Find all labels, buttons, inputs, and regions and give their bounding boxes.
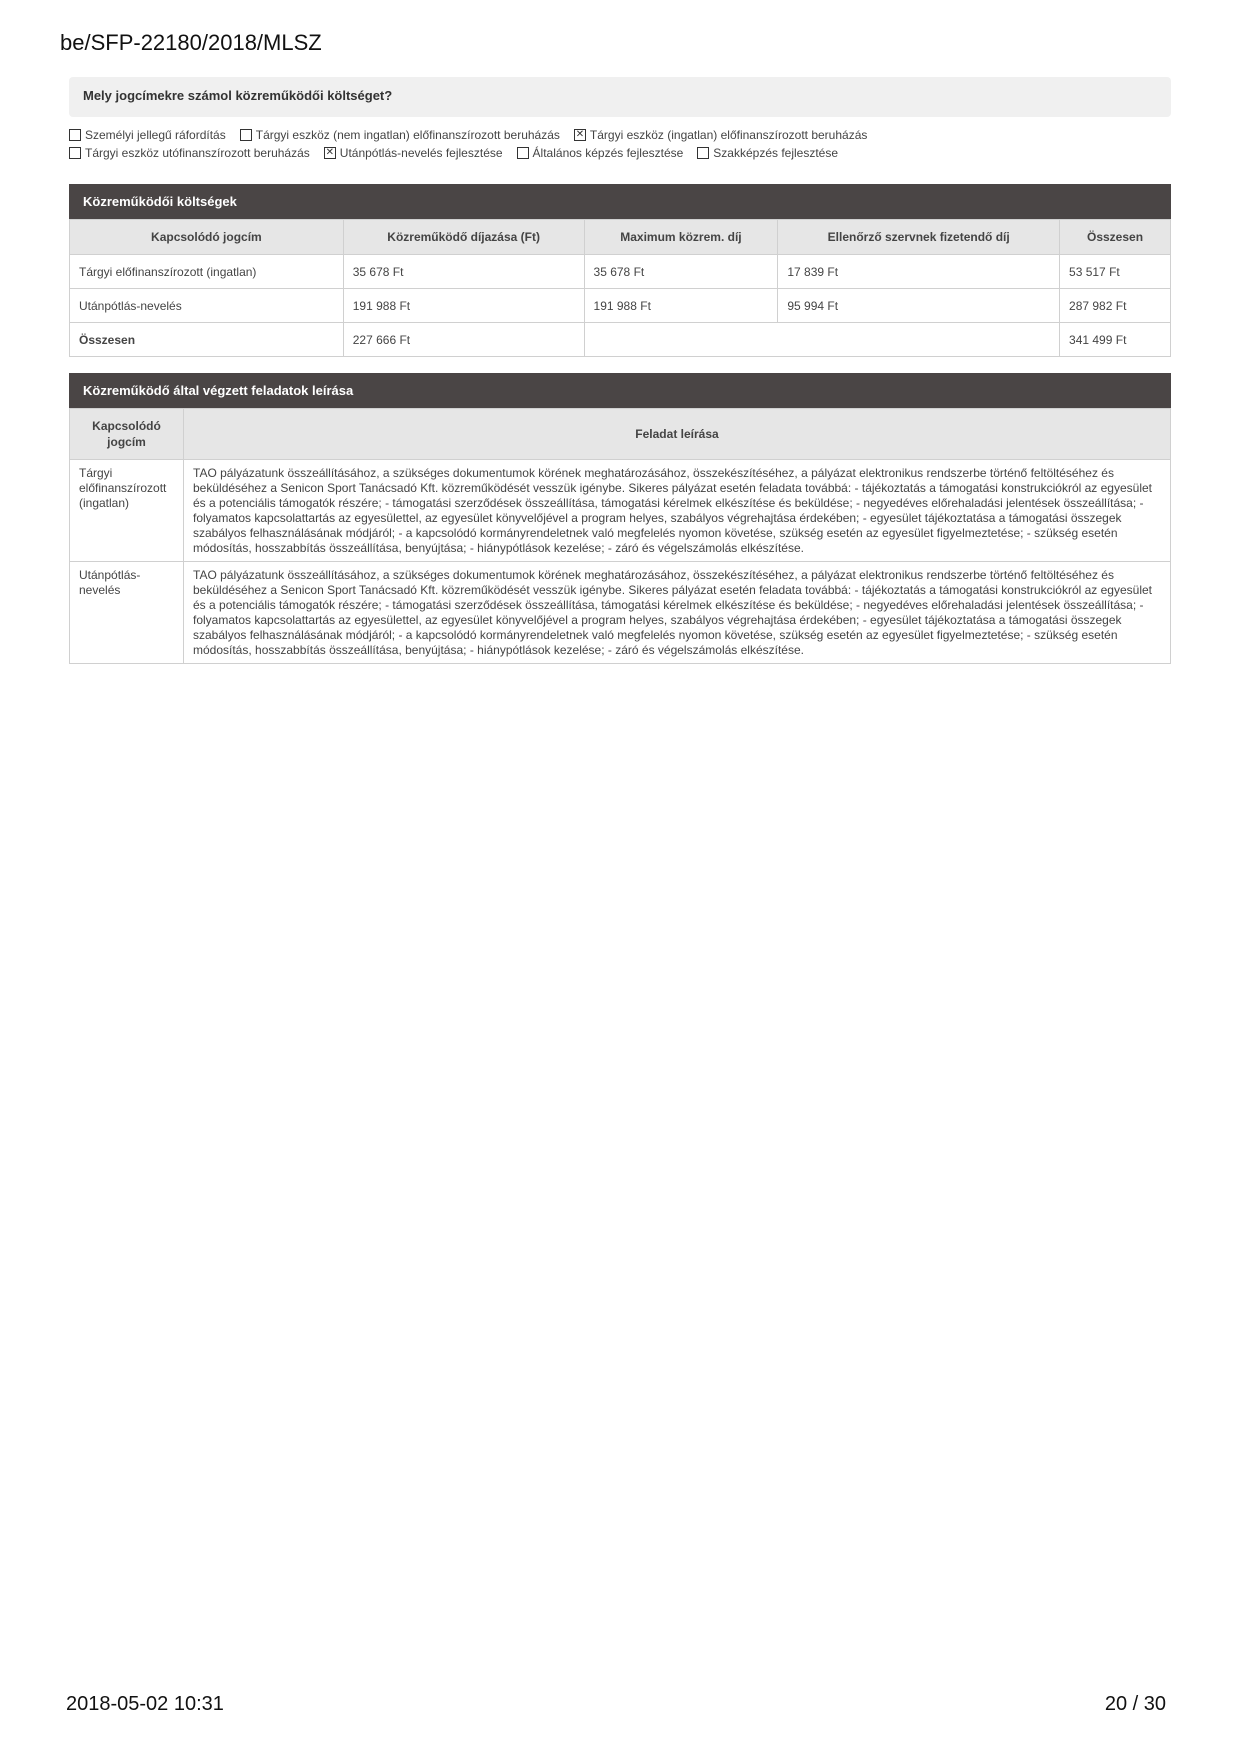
checkbox-label: Általános képzés fejlesztése [532, 146, 684, 160]
cell-category: Tárgyi előfinanszírozott (ingatlan) [70, 255, 344, 289]
total-fee: 227 666 Ft [343, 323, 584, 357]
checkbox-option[interactable] [697, 144, 838, 162]
checkbox[interactable] [517, 147, 529, 159]
cell-control-fee: 95 994 Ft [778, 289, 1060, 323]
checkbox-label: Tárgyi eszköz utófinanszírozott beruházás [85, 146, 310, 160]
column-header: Kapcsolódó jogcím [70, 220, 344, 255]
column-header: Összesen [1060, 220, 1171, 255]
checkbox-option[interactable] [517, 144, 684, 162]
tasks-table [69, 408, 1171, 664]
cell-description: TAO pályázatunk összeállításához, a szükséges dokumentumok körének meghatározásához, összekészítéséhez, a pályázat elektronikus rendszerbe történő feltöltéséhez és beküldéséhez a Senicon Sport Tanácsadó Kft. közreműködését vesszük igénybe. Sikeres pályázat esetén feladata továbbá: - tájékoztatás a támogatási konstrukciókról az egyesület és a potenciális támogatók részére; - támogatási szerződések összeállítása, támogatási kérelmek elkészítése és beküldése; - negyedéves előrehaladási jelentések összeállítása; - folyamatos kapcsolattartás az egyesülettel, az egyesület könyvelőjével a program helyes, szabályos végrehajtása érdekében; - egyesület tájékoztatása a támogatási összegek szabályos felhasználásának módjáról; - a kapcsolódó kormányrendeletnek való megfelelés nyomon követése, szükség esetén az egyesület figyelmeztetése; - szükség esetén módosítás, hosszabbítás összeállítása, benyújtása; - hiánypótlások kezelése; - záró és végelszámolás elkészítése. [184, 562, 1171, 664]
column-header: Maximum közrem. díj [584, 220, 778, 255]
checkbox[interactable] [69, 147, 81, 159]
checkbox-option[interactable] [69, 144, 310, 162]
cell-description: TAO pályázatunk összeállításához, a szükséges dokumentumok körének meghatározásához, összekészítéséhez, a pályázat elektronikus rendszerbe történő feltöltéséhez és beküldéséhez a Senicon Sport Tanácsadó Kft. közreműködését vesszük igénybe. Sikeres pályázat esetén feladata továbbá: - tájékoztatás a támogatási konstrukciókról az egyesület és a potenciális támogatók részére; - támogatási szerződések összeállítása, támogatási kérelmek elkészítése és beküldése; - negyedéves előrehaladási jelentések összeállítása; - folyamatos kapcsolattartás az egyesülettel, az egyesület könyvelőjével a program helyes, szabályos végrehajtása érdekében; - egyesület tájékoztatása a támogatási összegek szabályos felhasználásának módjáról; - a kapcsolódó kormányrendeletnek való megfelelés nyomon követése, szükség esetén az egyesület figyelmeztetése; - szükség esetén módosítás, hosszabbítás összeállítása, benyújtása; - hiánypótlások kezelése; - záró és végelszámolás elkészítése. [184, 460, 1171, 562]
cell-fee: 35 678 Ft [343, 255, 584, 289]
empty-cell [584, 323, 1060, 357]
table-header-row [70, 409, 1171, 460]
cell-category: Tárgyi előfinanszírozott (ingatlan) [70, 460, 184, 562]
checkbox-checked[interactable]: ✕ [575, 129, 585, 140]
checkbox[interactable] [240, 129, 252, 141]
checkbox[interactable] [69, 129, 81, 141]
total-label: Összesen [70, 323, 344, 357]
document-id: be/SFP-22180/2018/MLSZ [60, 30, 322, 55]
tasks-section [69, 373, 1171, 664]
column-header: Közreműködő díjazása (Ft) [343, 220, 584, 255]
checkbox-label: Tárgyi eszköz (nem ingatlan) előfinanszírozott beruházás [255, 128, 560, 142]
checkbox-option[interactable] [324, 144, 503, 162]
page-number: 20 / 30 [1104, 1693, 1166, 1715]
checkbox-label: Szakképzés fejlesztése [713, 146, 839, 160]
table-row [70, 289, 1171, 323]
checkbox-row [69, 144, 1171, 162]
costs-section [69, 184, 1171, 357]
checkbox-option[interactable] [574, 126, 867, 144]
cell-max-fee: 35 678 Ft [584, 255, 778, 289]
checkbox[interactable] [697, 147, 709, 159]
column-header: Kapcsolódó jogcím [70, 409, 184, 460]
checkbox-group [69, 126, 1171, 162]
table-header-row [70, 220, 1171, 255]
column-header: Feladat leírása [184, 409, 1171, 460]
checkbox-label: Személyi jellegű ráfordítás [85, 128, 226, 142]
column-header: Ellenőrző szervnek fizetendő díj [778, 220, 1060, 255]
table-row [70, 255, 1171, 289]
table-row [70, 460, 1171, 562]
total-sum: 341 499 Ft [1060, 323, 1171, 357]
checkbox-option[interactable] [69, 126, 226, 144]
cell-control-fee: 17 839 Ft [778, 255, 1060, 289]
cell-category: Utánpótlás-nevelés [70, 289, 344, 323]
total-row [70, 323, 1171, 357]
cell-total: 53 517 Ft [1060, 255, 1171, 289]
table-row [70, 562, 1171, 664]
cell-fee: 191 988 Ft [343, 289, 584, 323]
cell-category: Utánpótlás-nevelés [70, 562, 184, 664]
timestamp: 2018-05-02 10:31 [66, 1693, 224, 1715]
question-title: Mely jogcímekre számol közreműködői költséget? [69, 77, 1171, 117]
cell-total: 287 982 Ft [1060, 289, 1171, 323]
checkbox-row [69, 126, 1171, 144]
cell-max-fee: 191 988 Ft [584, 289, 778, 323]
checkbox-checked[interactable]: ✕ [325, 147, 334, 158]
checkbox-label: Tárgyi eszköz (ingatlan) előfinanszírozott beruházás [589, 128, 868, 142]
costs-table [69, 219, 1171, 357]
checkbox-option[interactable] [240, 126, 560, 144]
checkbox-label: Utánpótlás-nevelés fejlesztése [339, 146, 503, 160]
form-content [69, 77, 1171, 664]
costs-section-title: Közreműködői költségek [69, 184, 1171, 219]
tasks-section-title: Közreműködő által végzett feladatok leírása [69, 373, 1171, 408]
